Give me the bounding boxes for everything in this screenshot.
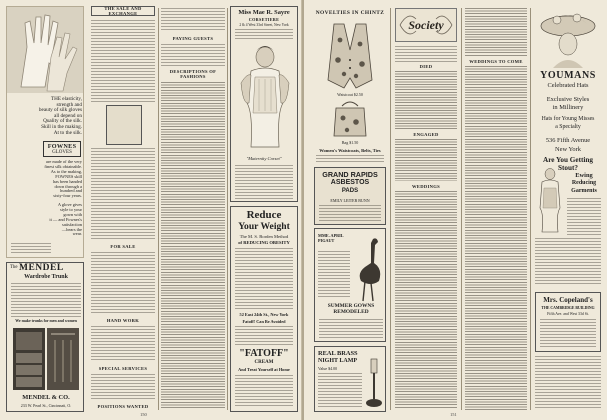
sale-inset-box [106,105,142,145]
column-rule [390,8,391,410]
chintz-fine-print [316,155,384,163]
gloves-line: —bears the [61,226,82,232]
hat-illustration [539,6,597,68]
garments-heading: Garments [571,188,597,194]
asbestos-heading: ASBESTOS [330,179,370,186]
copeland-line2: Fifth Ave. and West 33d St. [547,312,589,316]
bag-caption: Bag $1.50 [341,140,359,145]
corset-address: 2 & 4 West 33rd Street, New York [239,23,289,27]
weddings-continued-text [465,8,527,56]
reduce-address: 52 East 24th St., New York [239,312,289,317]
sale-exchange-header-box [91,6,155,16]
grand-rapids-heading: GRAND RAPIDS [322,170,378,179]
waistcoat-caption: Waistcoat $2.50 [337,92,363,97]
copeland-line1: THE CAMBRIDGE BUILDING [541,306,595,310]
gloves-line: strength and [56,101,82,108]
gloves-line: Quality of the silk. [43,118,82,125]
right-page [304,0,607,420]
gloves-line: THE elasticity, [50,96,82,102]
hand-work-header: HAND WORK [106,318,140,323]
died-text [395,71,457,129]
lamp-illustration [365,357,383,409]
weddings-to-come-header: WEDDINGS TO COME [469,59,523,64]
chintz-column [312,6,388,412]
chintz-heading: NOVELTIES IN CHINTZ [315,10,385,16]
corset-ad [230,6,298,202]
weddings-to-come-column [464,6,528,412]
fownes-logo [43,141,81,157]
sale-text-block [91,148,155,240]
trunk-heading: MENDEL [19,263,64,273]
gloves-line: gown with [63,211,82,217]
trunk-ad [6,262,84,412]
fownes-sub: GLOVES [52,150,72,155]
society-banner [395,8,457,42]
gloves-line: FOWNES skill [55,173,82,179]
corset-fine-print [235,165,293,199]
descriptions-text [161,82,225,408]
stout-text-2 [535,238,601,286]
fownes-brand: FOWNES [47,143,77,150]
engaged-header: ENGAGED [413,132,439,137]
reduce-sub: The M. S. Borden Method [239,234,289,239]
ostrich-illustration [353,235,385,303]
gloves-fine-print [11,243,51,255]
corset-name: Miss Mae R. Sayre [238,9,290,16]
right-page-number: 151 [450,412,457,417]
pigaut-name: MME. APRIL PIGAUT [318,233,344,243]
trunk-tagline: We make trunks for men and women [15,319,77,323]
weddings-header: WEDDINGS [412,184,440,189]
gloves-body-text [10,97,82,136]
summer-gowns-heading: SUMMER GOWNS REMODELED [327,303,375,316]
youmans-column-fine-print [535,356,601,408]
sale-text-block [91,20,155,102]
reduce-body-text [235,248,293,310]
positions-wanted-header: POSITIONS WANTED [97,404,149,409]
stout-text [567,198,601,236]
hand-work-text [91,326,155,362]
gloves-line: it — and Fownes's [49,216,82,222]
youmans-line1: Celebrated Hats [547,82,589,89]
fatoff-sub: CREAM [254,360,274,365]
waistcoat-illustration [326,20,374,90]
bag-illustration [332,100,368,138]
gloves-tail-text [10,203,82,237]
column-rule [530,8,531,410]
fatoff-tagline: And Treat Yourself at Home [238,367,290,372]
engaged-text [395,139,457,181]
weddings-to-come-text [465,66,527,410]
paying-guests-header: PAYING GUESTS [172,36,214,41]
reduce-body-text-2 [235,326,293,346]
descriptions-header: DESCRIPTIONS OF FASHIONS [169,69,217,80]
gloves-line: sixty-four years. [53,193,82,199]
corset-title: CORSETIERE [248,17,280,22]
reduce-weight-ad [230,206,298,412]
trunk-illustration [11,326,81,392]
gloves-line: hundred and [60,188,82,194]
grand-rapids-ad [314,167,386,225]
grand-rapids-text [319,205,381,223]
lamp-heading: REAL BRASS [318,350,358,357]
died-header: DIED [419,64,433,69]
lamp-text [318,373,362,409]
trunk-body-text [11,283,81,317]
youmans-address1: 536 Fifth Avenue [545,137,591,144]
society-heading: Society [408,18,444,32]
column-rule [461,8,462,410]
paying-guests-column [161,6,225,412]
gloves-line: style to your [60,206,82,212]
reduce-heading-2: Your Weight [238,221,290,232]
gloves-line: down through a [54,183,82,189]
special-services-header: SPECIAL SERVICES [98,366,148,371]
paying-text [161,8,225,32]
reducing-heading: Reducing [571,180,597,186]
gloves-ad [6,6,84,258]
gloves-illustration [7,7,83,93]
stout-heading: Are You Getting Stout? [543,156,593,172]
for-sale-text [91,252,155,314]
corset-text [235,29,293,39]
gloves-line: satisfaction [62,221,82,227]
trunk-address: 233 W. Pearl St., Cincinnati, O. [20,403,72,408]
gloves-line: wear. [72,231,82,237]
left-page-number: 150 [140,412,147,417]
gloves-line: A glove gives [57,202,82,207]
trunk-heading-prefix: The [10,265,18,270]
ewing-heading: Ewing [575,172,593,179]
youmans-line5: a Specialty [555,124,581,130]
gloves-line: Skill in the making. [41,123,82,130]
gloves-mid-text [10,160,82,199]
for-sale-header: FOR SALE [110,244,136,249]
youmans-line4: Hats for Young Misses [541,116,595,122]
society-text [395,46,457,62]
chintz-ad-text: Women's Waistcoats, Belts, Ties [319,148,381,153]
fatoff-body-text [235,375,293,407]
grand-rapids-makers: EMILY LEITER BUNN [330,198,370,203]
summer-gowns-text [319,319,383,339]
gloves-line: all depend on [54,112,82,119]
corset-caption: "Maternity Corset" [246,156,282,161]
youmans-column [533,6,603,412]
copeland-ad [535,292,601,352]
pads-heading: PADS [341,188,359,194]
fatoff-brand: "FATOFF" [239,348,289,359]
youmans-line3: in Millinery [552,104,584,111]
stout-figure-illustration [536,168,564,234]
copeland-text [540,319,596,349]
youmans-line2: Exclusive Styles [546,96,590,103]
lamp-subheading: NIGHT LAMP [318,358,358,364]
youmans-heading: YOUMANS [540,70,596,81]
lamp-price: Value $4.00 [318,366,338,371]
trunk-footer: MENDEL & CO. [22,394,70,401]
paying-guests-text [161,44,225,66]
column-rule [227,8,228,410]
corset-illustration [237,43,293,153]
pigaut-text [318,251,350,297]
gloves-line: finest silk obtainable. [44,163,82,169]
lamp-ad [314,346,386,412]
youmans-address2: New York [555,146,581,153]
reduce-offer: Fatoff! Can Be Avoided [242,319,286,324]
weddings-text [395,191,457,409]
column-rule [158,8,159,410]
gloves-line: beauty of silk gloves [38,107,82,114]
sale-exchange-header: THE SALE AND EXCHANGE [104,6,142,16]
gloves-line: are made of the very [45,159,82,164]
sale-exchange-column [90,6,156,412]
left-page [0,0,302,420]
trunk-subheading: Wardrobe Trunk [24,274,68,280]
gloves-line: has been handed [52,178,82,184]
gloves-line: As to the making, [50,168,82,174]
reduce-sub-2: of REDUCING OBESITY [238,240,290,245]
copeland-name: Mrs. Copeland's [543,296,593,304]
society-column [393,6,459,412]
reduce-heading: Reduce [246,209,282,221]
gloves-line: At to the silk. [53,129,82,136]
summer-gowns-ad [314,228,386,342]
special-services-text [91,374,155,400]
